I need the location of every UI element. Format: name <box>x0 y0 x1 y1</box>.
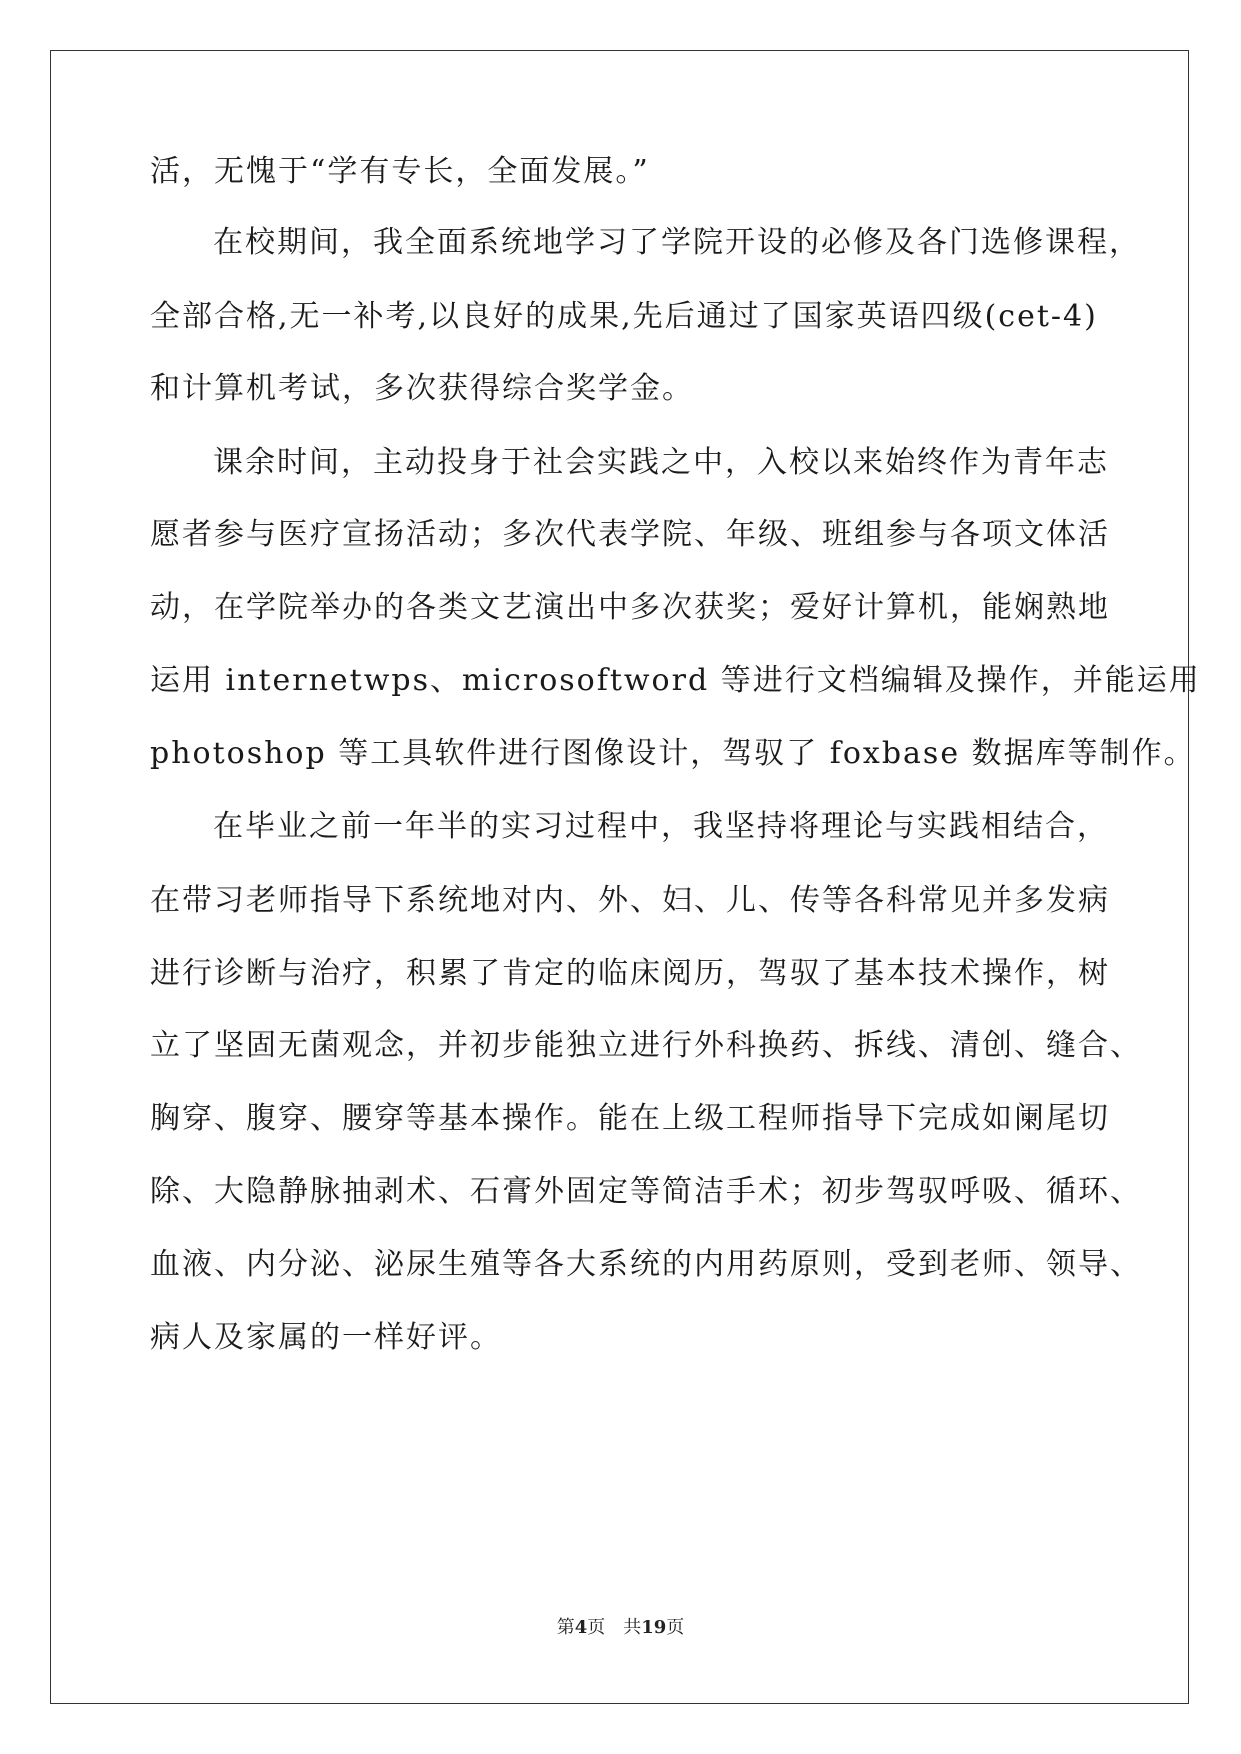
text-line: 进行诊断与治疗，积累了肯定的临床阅历，驾驭了基本技术操作，树 <box>150 956 1110 991</box>
text-line: 除、大隐静脉抽剥术、石膏外固定等简洁手术；初步驾驭呼吸、循环、 <box>150 1174 1142 1209</box>
text-line: 血液、内分泌、泌尿生殖等各大系统的内用药原则，受到老师、领导、 <box>150 1247 1142 1282</box>
total-prefix: 共 <box>623 1617 642 1638</box>
page-suffix: 页 <box>587 1617 606 1638</box>
text-line: 和计算机考试，多次获得综合奖学金。 <box>150 371 694 406</box>
text-line: 愿者参与医疗宣扬活动；多次代表学院、年级、班组参与各项文体活 <box>150 517 1110 552</box>
text-line: 在带习老师指导下系统地对内、外、妇、儿、传等各科常见并多发病 <box>150 883 1110 918</box>
text-line: photoshop 等工具软件进行图像设计，驾驭了 foxbase 数据库等制作。 <box>150 736 1196 771</box>
text-line: 胸穿、腹穿、腰穿等基本操作。能在上级工程师指导下完成如阑尾切 <box>150 1101 1110 1136</box>
paragraph-first-line: 在毕业之前一年半的实习过程中，我坚持将理论与实践相结合， <box>213 809 1109 844</box>
text-line: 病人及家属的一样好评。 <box>150 1320 502 1355</box>
text-line: 活，无愧于“学有专长，全面发展。” <box>150 154 650 189</box>
text-line: 立了坚固无菌观念，并初步能独立进行外科换药、拆线、清创、缝合、 <box>150 1028 1142 1063</box>
paragraph-first-line: 课余时间，主动投身于社会实践之中，入校以来始终作为青年志 <box>213 445 1109 480</box>
total-suffix: 页 <box>666 1617 685 1638</box>
text-line: 运用 internetwps、microsoftword 等进行文档编辑及操作，并能运用 <box>150 663 1201 698</box>
paragraph-first-line: 在校期间，我全面系统地学习了学院开设的必修及各门选修课程， <box>213 225 1141 260</box>
page-number: 4 <box>574 1617 588 1638</box>
page-footer <box>0 1616 1241 1640</box>
text-line: 动，在学院举办的各类文艺演出中多次获奖；爱好计算机，能娴熟地 <box>150 590 1110 625</box>
page-prefix: 第 <box>556 1617 575 1638</box>
total-pages: 19 <box>641 1617 667 1638</box>
text-line: 全部合格,无一补考,以良好的成果,先后通过了国家英语四级(cet-4) <box>150 299 1098 334</box>
